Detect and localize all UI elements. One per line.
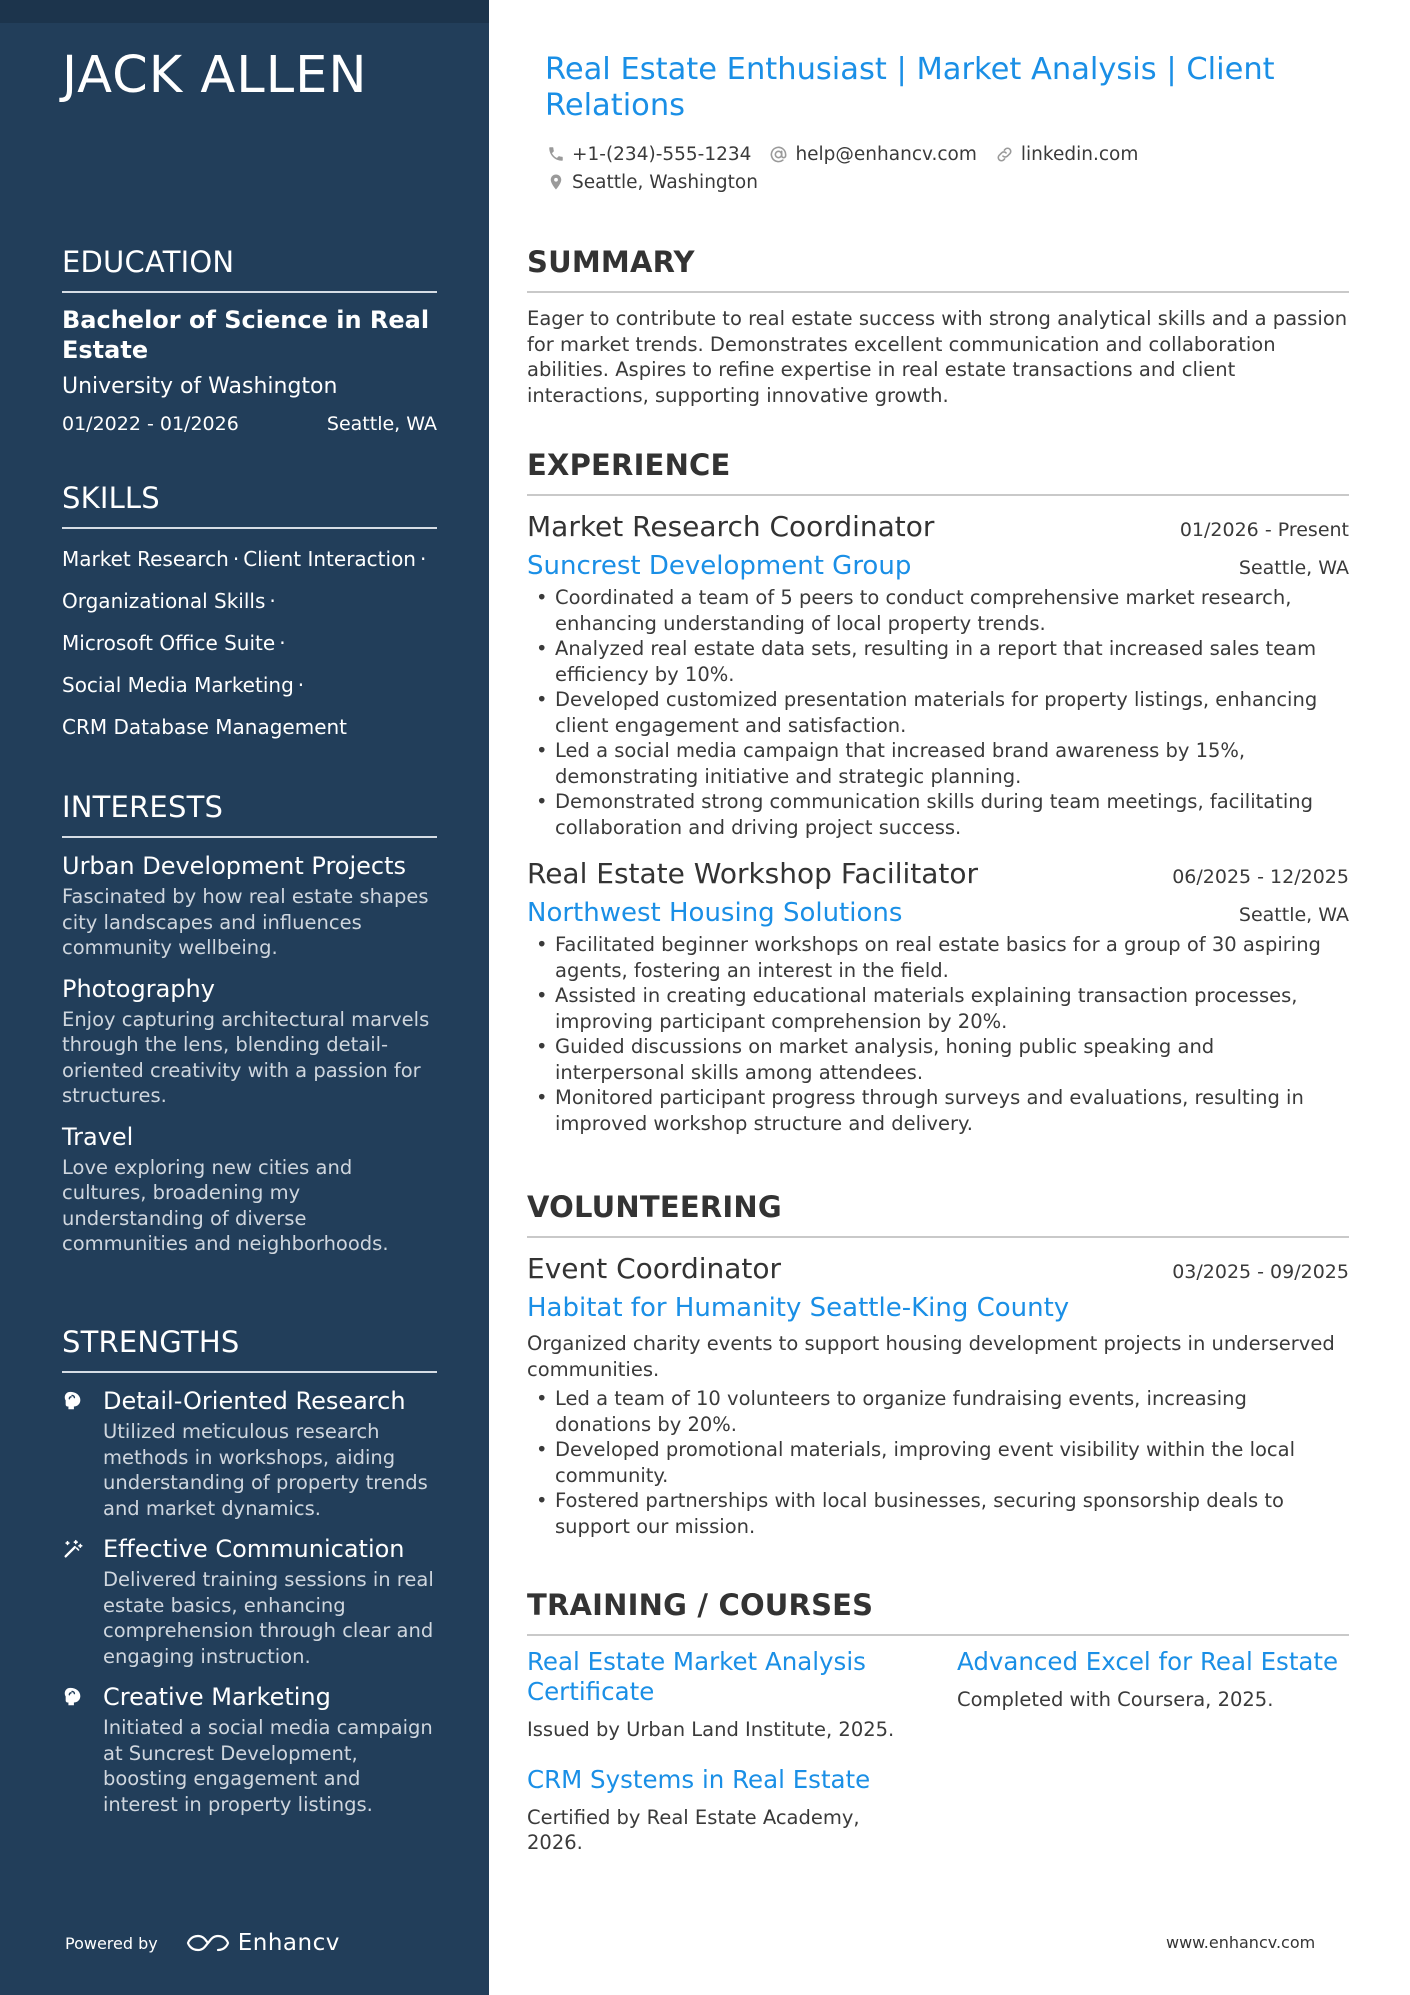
job-bullets	[527, 932, 1349, 1136]
skill-item: Social Media Marketing	[62, 673, 294, 697]
email-text: help@enhancv.com	[795, 143, 977, 165]
volunteer-dates: 03/2025 - 09/2025	[1172, 1261, 1349, 1283]
contact-linkedin[interactable]	[995, 144, 1138, 165]
bullet-item: • Led a team of 10 volunteers to organize fundraising events, increasing donations by 20%.	[527, 1386, 1349, 1437]
job-company: Suncrest Development Group	[527, 551, 912, 581]
bullet-item: • Coordinated a team of 5 peers to conduct comprehensive market research, enhancing understanding of local property trends.	[527, 585, 1349, 636]
sidebar-top-band	[0, 0, 489, 23]
bullet-item: • Demonstrated strong communication skills during team meetings, facilitating collaboration and driving project success.	[527, 789, 1349, 840]
courses-right-column	[957, 1647, 1349, 1878]
summary-heading: SUMMARY	[527, 245, 1349, 293]
skill-line	[62, 622, 437, 664]
strength-description: Utilized meticulous research methods in workshops, aiding understanding of property trends and market dynamics.	[103, 1420, 428, 1520]
experience-section	[527, 448, 1349, 1136]
interests-heading: INTERESTS	[62, 790, 437, 838]
contact-email[interactable]	[769, 144, 976, 165]
strengths-section	[62, 1325, 437, 1817]
sidebar	[0, 0, 489, 1995]
interest-description: Enjoy capturing architectural marvels through the lens, blending detail-oriented creativity with a passion for structures.	[62, 1007, 430, 1107]
enhancv-logo-icon	[186, 1932, 230, 1954]
skill-item: Client Interaction	[243, 547, 416, 571]
at-icon	[769, 145, 788, 164]
main-content	[527, 0, 1349, 1995]
skill-item: Market Research	[62, 547, 229, 571]
skill-item: Organizational Skills	[62, 589, 266, 613]
volunteering-section	[527, 1190, 1349, 1539]
bullet-item: • Guided discussions on market analysis, honing public speaking and interpersonal skills among attendees.	[527, 1034, 1349, 1085]
bullet-item: • Led a social media campaign that increased brand awareness by 15%, demonstrating initiative and strategic planning.	[527, 738, 1349, 789]
skill-line	[62, 538, 437, 580]
skills-list	[62, 538, 437, 748]
contact-location	[547, 172, 758, 193]
summary-section	[527, 245, 1349, 408]
bullet-item: • Analyzed real estate data sets, resulting in a report that increased sales team efficiency by 10%.	[527, 636, 1349, 687]
location-text: Seattle, Washington	[572, 171, 758, 193]
footer-url[interactable]: www.enhancv.com	[1166, 1933, 1316, 1952]
brain-icon	[62, 1390, 84, 1412]
job-entry	[527, 857, 1349, 1136]
experience-heading: EXPERIENCE	[527, 448, 1349, 496]
skill-separator: ·	[419, 547, 427, 571]
skill-line	[62, 706, 437, 748]
interest-item	[62, 1122, 437, 1257]
strengths-heading: STRENGTHS	[62, 1325, 437, 1373]
strength-title: Creative Marketing	[103, 1683, 331, 1711]
skill-separator: ·	[279, 631, 286, 655]
course-item	[957, 1647, 1349, 1713]
strength-item	[62, 1682, 437, 1817]
skill-separator: ·	[269, 589, 276, 613]
job-title: Market Research Coordinator	[527, 510, 935, 543]
job-company-row	[527, 551, 1349, 581]
training-heading: TRAINING / COURSES	[527, 1588, 1349, 1636]
strength-item	[62, 1386, 437, 1521]
volunteer-entry	[527, 1252, 1349, 1539]
bullet-item: • Developed promotional materials, improving event visibility within the local community.	[527, 1437, 1349, 1488]
course-title: CRM Systems in Real Estate	[527, 1764, 871, 1794]
volunteer-description: Organized charity events to support housing development projects in underserved communities.	[527, 1332, 1335, 1381]
job-location: Seattle, WA	[1238, 904, 1349, 926]
course-description: Issued by Urban Land Institute, 2025.	[527, 1718, 895, 1741]
job-header-row	[527, 510, 1349, 543]
interest-title: Urban Development Projects	[62, 852, 407, 880]
education-school: University of Washington	[62, 374, 338, 399]
course-title: Advanced Excel for Real Estate	[957, 1647, 1339, 1676]
job-bullets	[527, 585, 1349, 840]
linkedin-text: linkedin.com	[1020, 143, 1139, 165]
skill-item: CRM Database Management	[62, 715, 348, 739]
skill-separator: ·	[297, 673, 305, 697]
interest-title: Photography	[62, 974, 215, 1003]
courses-grid	[527, 1647, 1349, 1878]
strength-item	[62, 1534, 437, 1669]
volunteer-header-row	[527, 1252, 1349, 1285]
bullet-item: • Monitored participant progress through surveys and evaluations, resulting in improved workshop structure and delivery.	[527, 1085, 1349, 1136]
job-header-row	[527, 857, 1349, 890]
skills-section	[62, 481, 437, 748]
magic-wand-icon	[62, 1538, 84, 1560]
interest-description: Love exploring new cities and cultures, broadening my understanding of diverse communities and neighborhoods.	[62, 1155, 389, 1255]
skill-line	[62, 664, 437, 706]
enhancv-brand: Enhancv	[237, 1930, 340, 1956]
job-title: Real Estate Workshop Facilitator	[527, 857, 979, 890]
job-dates: 01/2026 - Present	[1179, 519, 1349, 541]
strength-title: Detail-Oriented Research	[103, 1387, 406, 1415]
location-pin-icon	[547, 172, 565, 192]
strength-description: Initiated a social media campaign at Suncrest Development, boosting engagement and interest in property listings.	[103, 1716, 433, 1816]
job-company: Northwest Housing Solutions	[527, 898, 903, 928]
skill-item: Microsoft Office Suite	[62, 631, 276, 655]
education-dates: 01/2022 - 01/2026	[62, 413, 239, 435]
interests-section	[62, 790, 437, 1257]
link-icon	[995, 145, 1014, 164]
brain-icon	[62, 1686, 84, 1708]
candidate-name: JACK ALLEN	[62, 46, 368, 105]
contact-row	[547, 140, 1307, 168]
course-title: Real Estate Market Analysis Certificate	[527, 1647, 866, 1706]
phone-icon	[547, 145, 565, 163]
interest-item	[62, 974, 437, 1109]
training-section	[527, 1588, 1349, 1878]
skill-separator: ·	[232, 547, 240, 571]
job-entry	[527, 510, 1349, 840]
job-location: Seattle, WA	[1238, 557, 1349, 579]
volunteering-heading: VOLUNTEERING	[527, 1190, 1349, 1238]
bullet-item: • Assisted in creating educational materials explaining transaction processes, improving participant comprehension by 20%.	[527, 983, 1349, 1034]
headline: Real Estate Enthusiast | Market Analysis | Client Relations	[545, 52, 1275, 123]
volunteer-title: Event Coordinator	[527, 1252, 782, 1285]
education-location: Seattle, WA	[326, 413, 437, 435]
education-section	[62, 245, 437, 435]
interest-title: Travel	[62, 1122, 134, 1151]
summary-text: Eager to contribute to real estate success with strong analytical skills and a passion for market trends. Demonstrates excellent communication and collaboration abilities. Aspires to refine expertise in real estate transactions and client interactions, supporting innovative growth.	[527, 307, 1348, 407]
volunteer-bullets	[527, 1386, 1349, 1539]
strength-description: Delivered training sessions in real estate basics, enhancing comprehension through clear and engaging instruction.	[103, 1568, 434, 1668]
course-description: Completed with Coursera, 2025.	[957, 1688, 1274, 1711]
phone-text: +1-(234)-555-1234	[572, 143, 752, 165]
interest-description: Fascinated by how real estate shapes city landscapes and influences community wellbeing.	[62, 885, 429, 959]
strength-title: Effective Communication	[103, 1535, 405, 1563]
bullet-item: • Facilitated beginner workshops on real estate basics for a group of 30 aspiring agents, fostering an interest in the field.	[527, 932, 1349, 983]
volunteer-organization: Habitat for Humanity Seattle-King County	[527, 1293, 1070, 1323]
bullet-item: • Developed customized presentation materials for property listings, enhancing client engagement and satisfaction.	[527, 687, 1349, 738]
education-heading: EDUCATION	[62, 245, 437, 293]
education-meta	[62, 413, 437, 435]
powered-by-label: Powered by	[65, 1933, 158, 1953]
volunteer-org-row	[527, 1293, 1349, 1323]
course-item	[527, 1765, 957, 1856]
skills-heading: SKILLS	[62, 481, 437, 529]
job-dates: 06/2025 - 12/2025	[1172, 866, 1349, 888]
education-degree: Bachelor of Science in Real Estate	[62, 306, 430, 364]
contact-row	[547, 168, 1307, 196]
course-item	[527, 1647, 957, 1743]
enhancv-logo[interactable]	[186, 1930, 340, 1956]
powered-by	[65, 1930, 340, 1956]
courses-left-column	[527, 1647, 957, 1878]
interest-item	[62, 851, 437, 961]
course-description: Certified by Real Estate Academy, 2026.	[527, 1805, 860, 1854]
job-company-row	[527, 898, 1349, 928]
contact-info	[547, 140, 1307, 196]
bullet-item: • Fostered partnerships with local businesses, securing sponsorship deals to support our mission.	[527, 1488, 1349, 1539]
skill-line	[62, 580, 437, 622]
contact-phone[interactable]	[547, 144, 751, 165]
